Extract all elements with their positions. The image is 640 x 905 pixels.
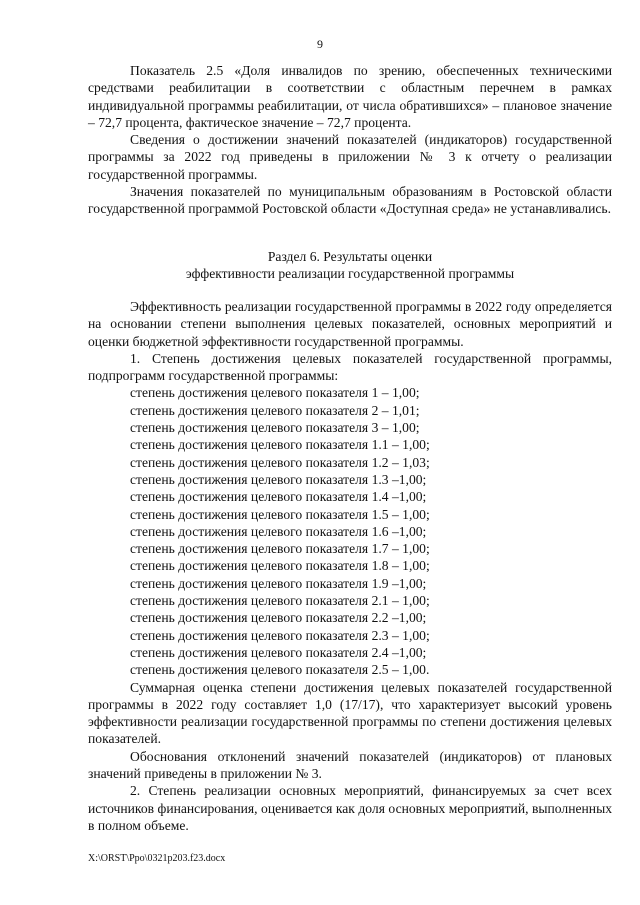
indicator-list-item: степень достижения целевого показателя 1.8 – 1,00; [130,558,430,574]
indicator-list-item: степень достижения целевого показателя 3 – 1,00; [130,420,420,436]
section-heading [88,248,612,283]
paragraph-main-activities-degree: 2. Степень реализации основных мероприятий, финансируемых за счет всех источников финансирования, оценивается как доля основных мероприятий, выполненных в полном объеме. [88,783,612,833]
page-number: 9 [317,37,323,51]
indicator-list-item: степень достижения целевого показателя 1.7 – 1,00; [130,541,430,557]
paragraph-indicator-degree-intro: 1. Степень достижения целевых показателей государственной программы, подпрограмм государственной программы: [88,350,612,384]
indicator-list-item: степень достижения целевого показателя 2.4 –1,00; [130,644,427,660]
indicator-list-item: степень достижения целевого показателя 1.3 –1,00; [130,471,427,487]
indicator-list-item: степень достижения целевого показателя 2.2 –1,00; [130,610,427,626]
paragraph-summary-assessment: Суммарная оценка степени достижения целевых показателей государственной программы в 2022 году составляет 1,0 (17/17), что характеризует высокий уровень эффективности реализации государственной программы по степени достижения целевых показателей. [88,679,612,747]
paragraph-appendix-3-reference: Сведения о достижении значений показателей (индикаторов) государственной программы за 2022 год приведены в приложении № 3 к отчету о реализации государственной программы. [88,132,612,182]
paragraph-efficiency-intro: Эффективность реализации государственной программы в 2022 году определяется на основании степени выполнения целевых показателей, основных мероприятий и оценки бюджетной эффективности государственной программы. [88,299,612,349]
paragraph-municipal-indicators: Значения показателей по муниципальным образованиям в Ростовской области государственной программой Ростовской области «Доступная среда» не устанавливались. [88,184,612,217]
indicator-list [88,384,612,678]
indicator-list-item: степень достижения целевого показателя 2.5 – 1,00. [130,662,430,678]
body-text-top [88,62,612,218]
paragraph-indicator-2-5: Показатель 2.5 «Доля инвалидов по зрению, обеспеченных техническими средствами реабилитации в соответствии с областным перечнем в рамках индивидуальной программы реабилитации, от числа обратившихся» – плановое значение – 72,7 процента, фактическое значение – 72,7 процента. [88,63,612,130]
paragraph-deviation-justification: Обоснования отклонений значений показателей (индикаторов) от плановых значений приведены в приложении № 3. [88,748,612,782]
indicator-list-item: степень достижения целевого показателя 2 – 1,01; [130,402,420,418]
indicator-list-item: степень достижения целевого показателя 1.4 –1,00; [130,489,427,505]
footer-file-path: X:\ORST\Ppo\0321p203.f23.docx [88,853,226,864]
indicator-list-item: степень достижения целевого показателя 1.9 –1,00; [130,575,427,591]
indicator-list-item: степень достижения целевого показателя 1.5 – 1,00; [130,506,430,522]
indicator-list-item: степень достижения целевого показателя 1 – 1,00; [130,385,420,401]
section-heading-line-2: эффективности реализации государственной программы [185,266,515,282]
indicator-list-item: степень достижения целевого показателя 2.3 – 1,00; [130,627,430,643]
indicator-list-item: степень достижения целевого показателя 2.1 – 1,00; [130,593,430,609]
indicator-list-item: степень достижения целевого показателя 1.2 – 1,03; [130,454,430,470]
section-heading-line-1: Раздел 6. Результаты оценки [267,249,433,264]
indicator-list-item: степень достижения целевого показателя 1.6 –1,00; [130,523,427,539]
body-text-section-6 [88,298,612,834]
indicator-list-item: степень достижения целевого показателя 1.1 – 1,00; [130,437,430,453]
